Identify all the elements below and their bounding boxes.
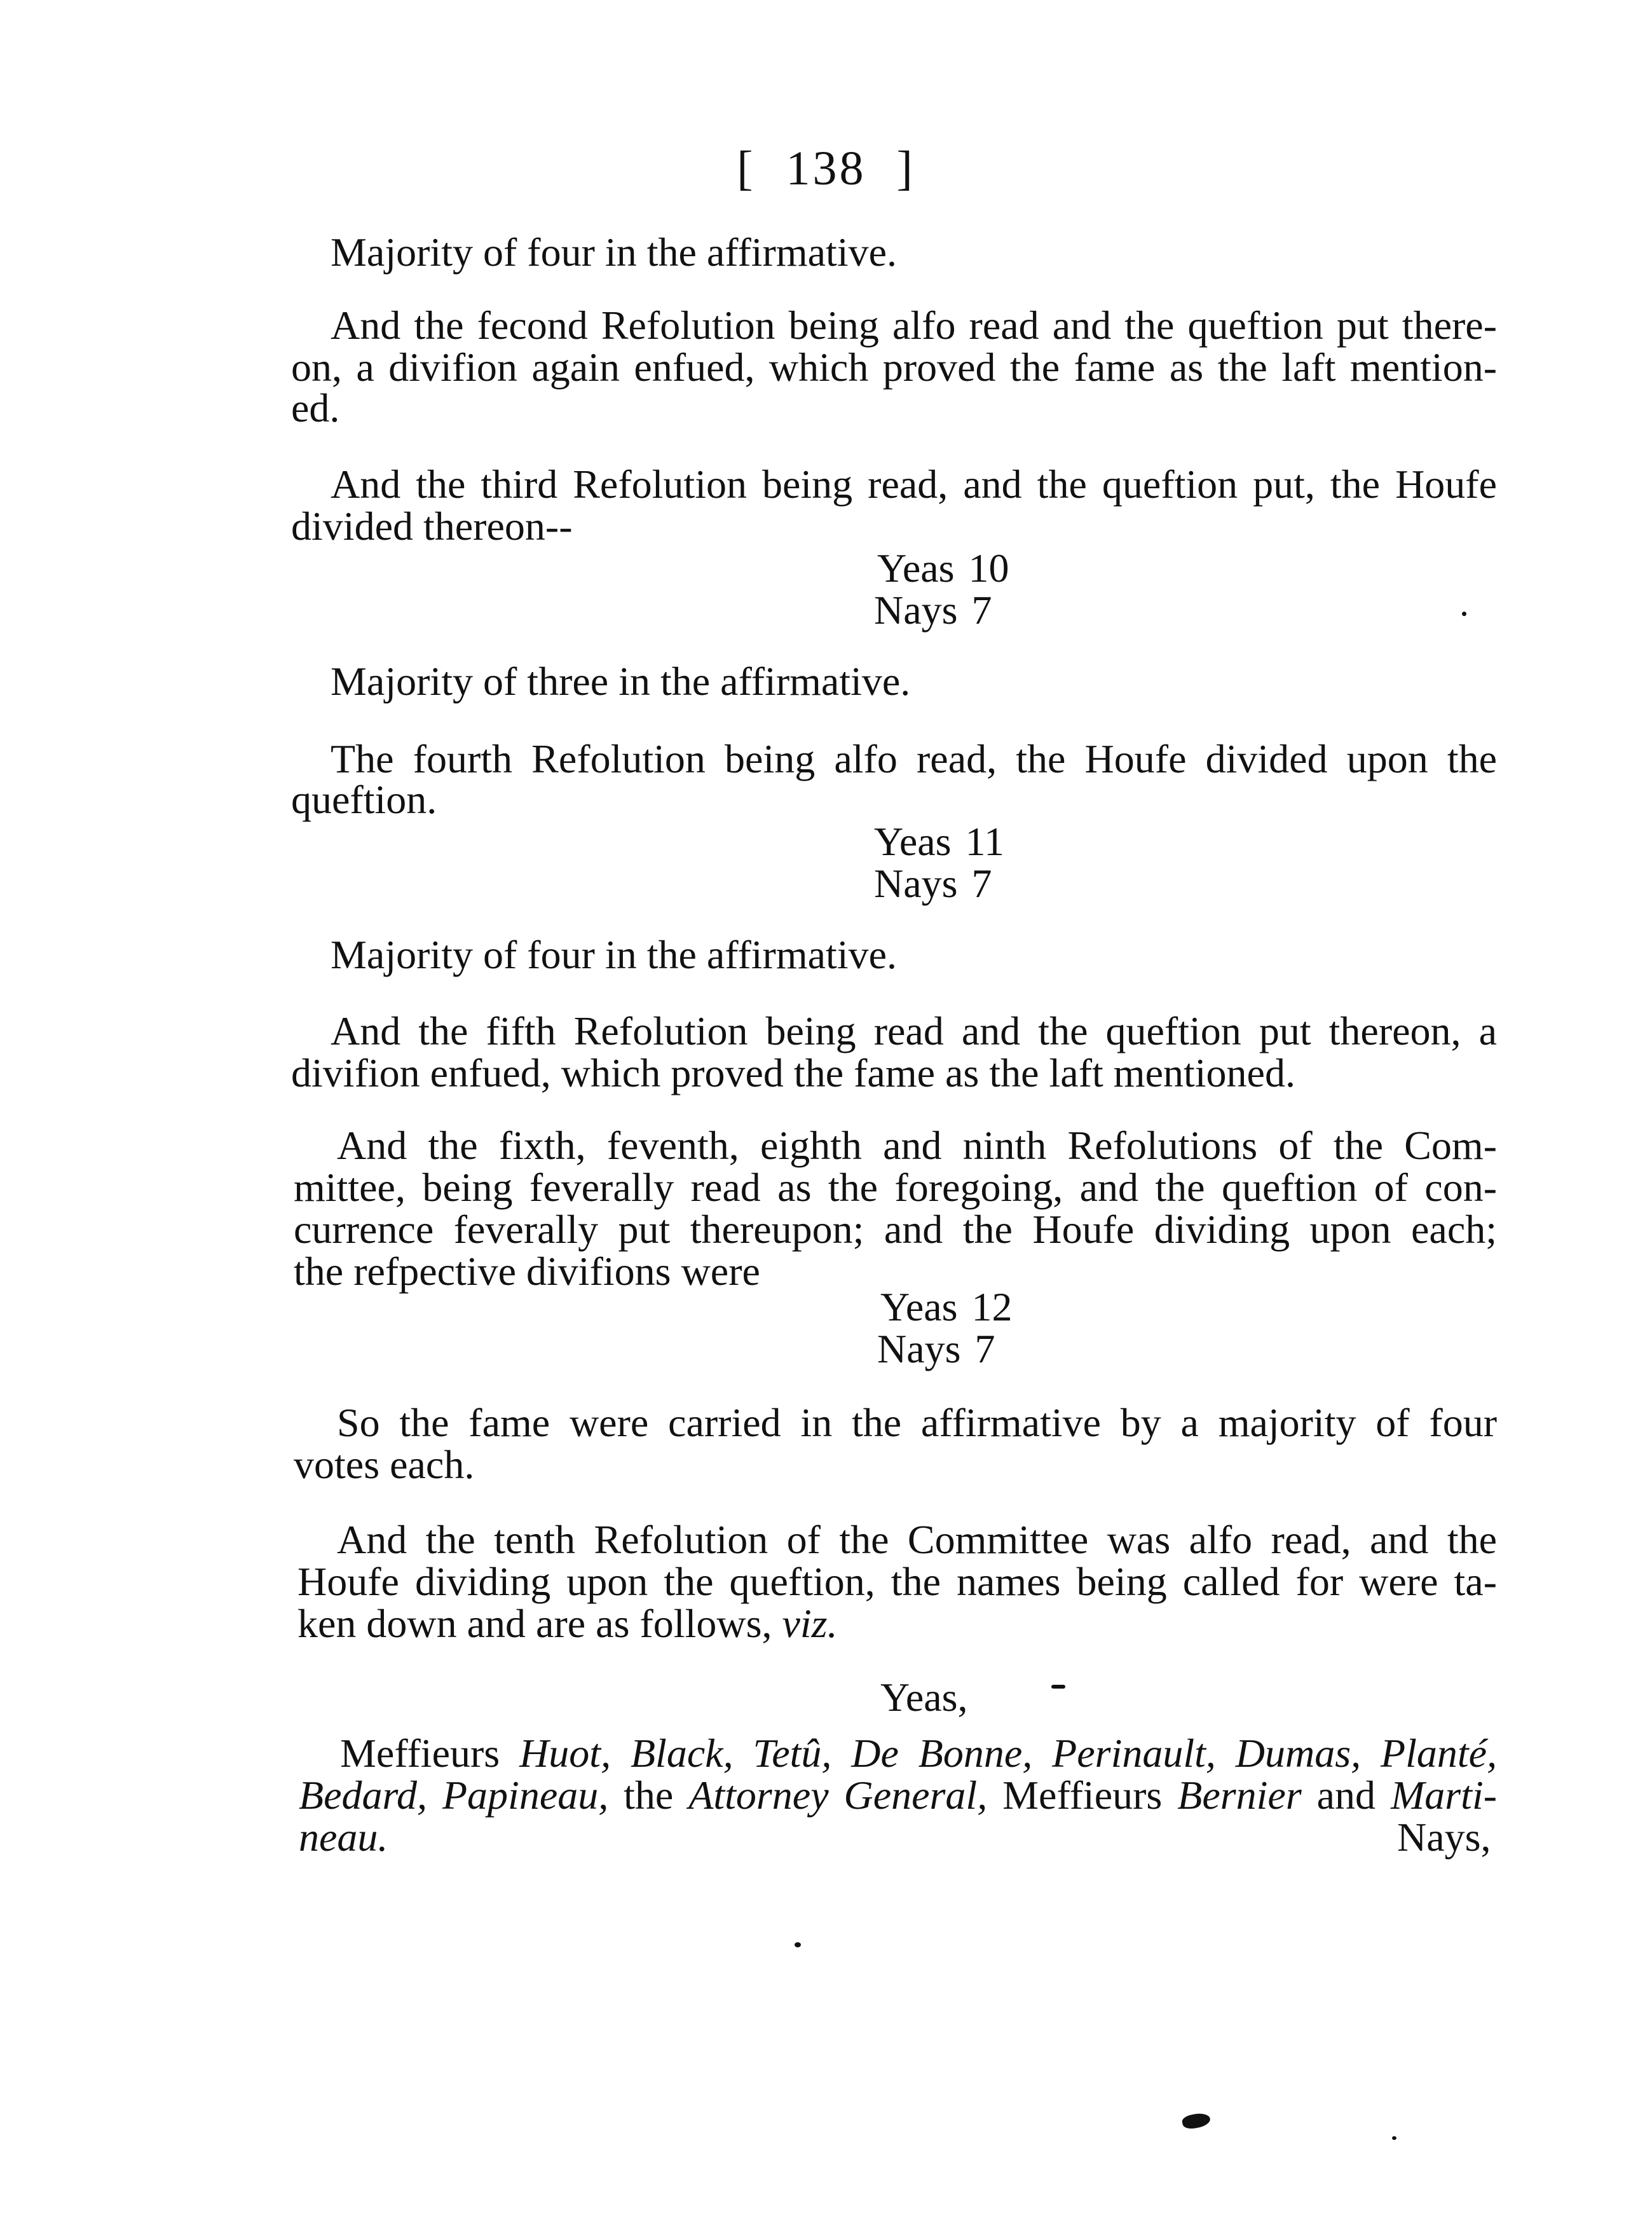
paragraph-sixth-ninth-line-3: currence feverally put thereupon; and the Houfe dividing upon each; <box>294 1207 1497 1252</box>
paragraph-tenth-resolution-line-3: ken down and are as follows, viz. <box>297 1601 838 1646</box>
yeas-list-line-3: neau. <box>299 1814 388 1860</box>
paragraph-fourth-resolution-line-1: The fourth Refolution being alfo read, the Houfe divided upon the <box>331 736 1497 781</box>
paragraph-majority-4: Majority of four in the affirmative. <box>331 932 897 977</box>
paragraph-third-resolution-line-1: And the third Refolution being read, and the queftion put, the Houfe <box>331 462 1497 507</box>
page-number: [ 138 ] <box>737 142 915 195</box>
tally-2-nays: Nays 7 <box>874 861 992 906</box>
paragraph-carried-line-1: So the fame were carried in the affirmative by a majority of four <box>337 1400 1497 1445</box>
ink-speck <box>795 1942 801 1947</box>
paragraph-majority-1: Majority of four in the affirmative. <box>331 230 897 275</box>
ink-mark <box>1051 1685 1065 1689</box>
paragraph-fourth-resolution-line-2: queftion. <box>291 777 437 822</box>
paragraph-fifth-resolution-line-1: And the fifth Refolution being read and the queftion put thereon, a <box>331 1008 1497 1053</box>
ink-speck <box>1392 2136 1396 2140</box>
paragraph-majority-3: Majority of three in the affirmative. <box>331 659 911 704</box>
paragraph-second-resolution-line-2: on, a divifion again enfued, which proved the fame as the laft mention- <box>291 345 1497 390</box>
paragraph-fifth-resolution-line-2: divifion enfued, which proved the fame as the laft mentioned. <box>291 1050 1295 1095</box>
paragraph-sixth-ninth-line-1: And the fixth, feventh, eighth and ninth Refolutions of the Com- <box>337 1123 1497 1168</box>
yeas-list-line-2: Bedard, Papineau, the Attorney General, Meffieurs Bernier and Marti- <box>299 1773 1498 1818</box>
yeas-list-line-1: Meffieurs Huot, Black, Tetû, De Bonne, Perinault, Dumas, Planté, <box>340 1731 1498 1776</box>
ink-speck <box>1462 612 1466 616</box>
paragraph-sixth-ninth-line-2: mittee, being feverally read as the foregoing, and the queftion of con- <box>294 1165 1497 1210</box>
tally-1-yeas: Yeas 10 <box>877 545 1009 591</box>
paragraph-tenth-resolution-line-2: Houfe dividing upon the queftion, the names being called for were ta- <box>297 1559 1497 1604</box>
tally-3-nays: Nays 7 <box>877 1326 995 1371</box>
paragraph-third-resolution-line-2: divided thereon-- <box>291 504 573 549</box>
paragraph-sixth-ninth-line-4: the refpective divifions were <box>294 1249 760 1294</box>
tally-3-yeas: Yeas 12 <box>880 1284 1013 1329</box>
yeas-heading: Yeas, <box>880 1675 968 1720</box>
paragraph-carried-line-2: votes each. <box>294 1442 475 1487</box>
paragraph-second-resolution-line-1: And the fecond Refolution being alfo read and the queftion put there- <box>331 303 1497 348</box>
tally-2-yeas: Yeas 11 <box>874 819 1005 864</box>
paragraph-tenth-resolution-line-1: And the tenth Refolution of the Committee was alfo read, and the <box>337 1517 1497 1562</box>
paragraph-second-resolution-line-3: ed. <box>291 385 340 430</box>
tally-1-nays: Nays 7 <box>874 587 992 633</box>
catchword: Nays, <box>1397 1814 1491 1860</box>
ink-blot <box>1181 2111 1212 2131</box>
